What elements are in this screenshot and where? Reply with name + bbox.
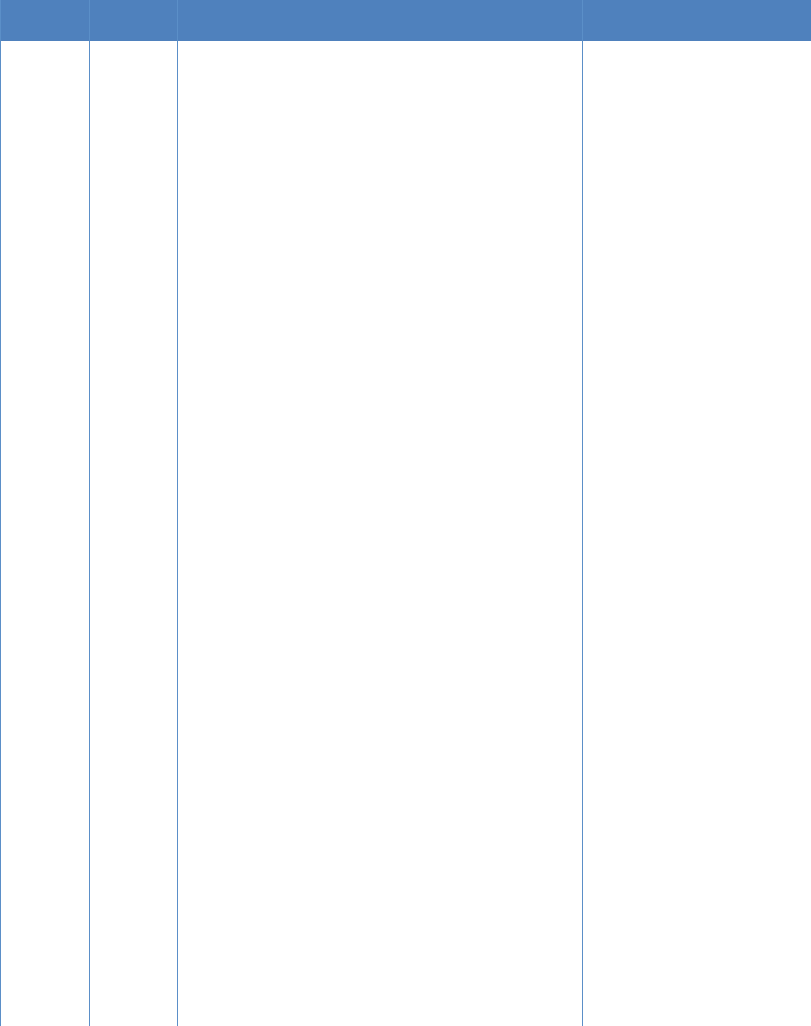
column-divider: [89, 0, 90, 1026]
table-header: [1, 0, 811, 41]
header-department: [90, 0, 177, 41]
header-index: [1, 0, 89, 41]
column-divider: [177, 0, 178, 1026]
header-contact: [583, 0, 811, 41]
header-major: [178, 0, 582, 41]
column-divider: [582, 0, 583, 1026]
